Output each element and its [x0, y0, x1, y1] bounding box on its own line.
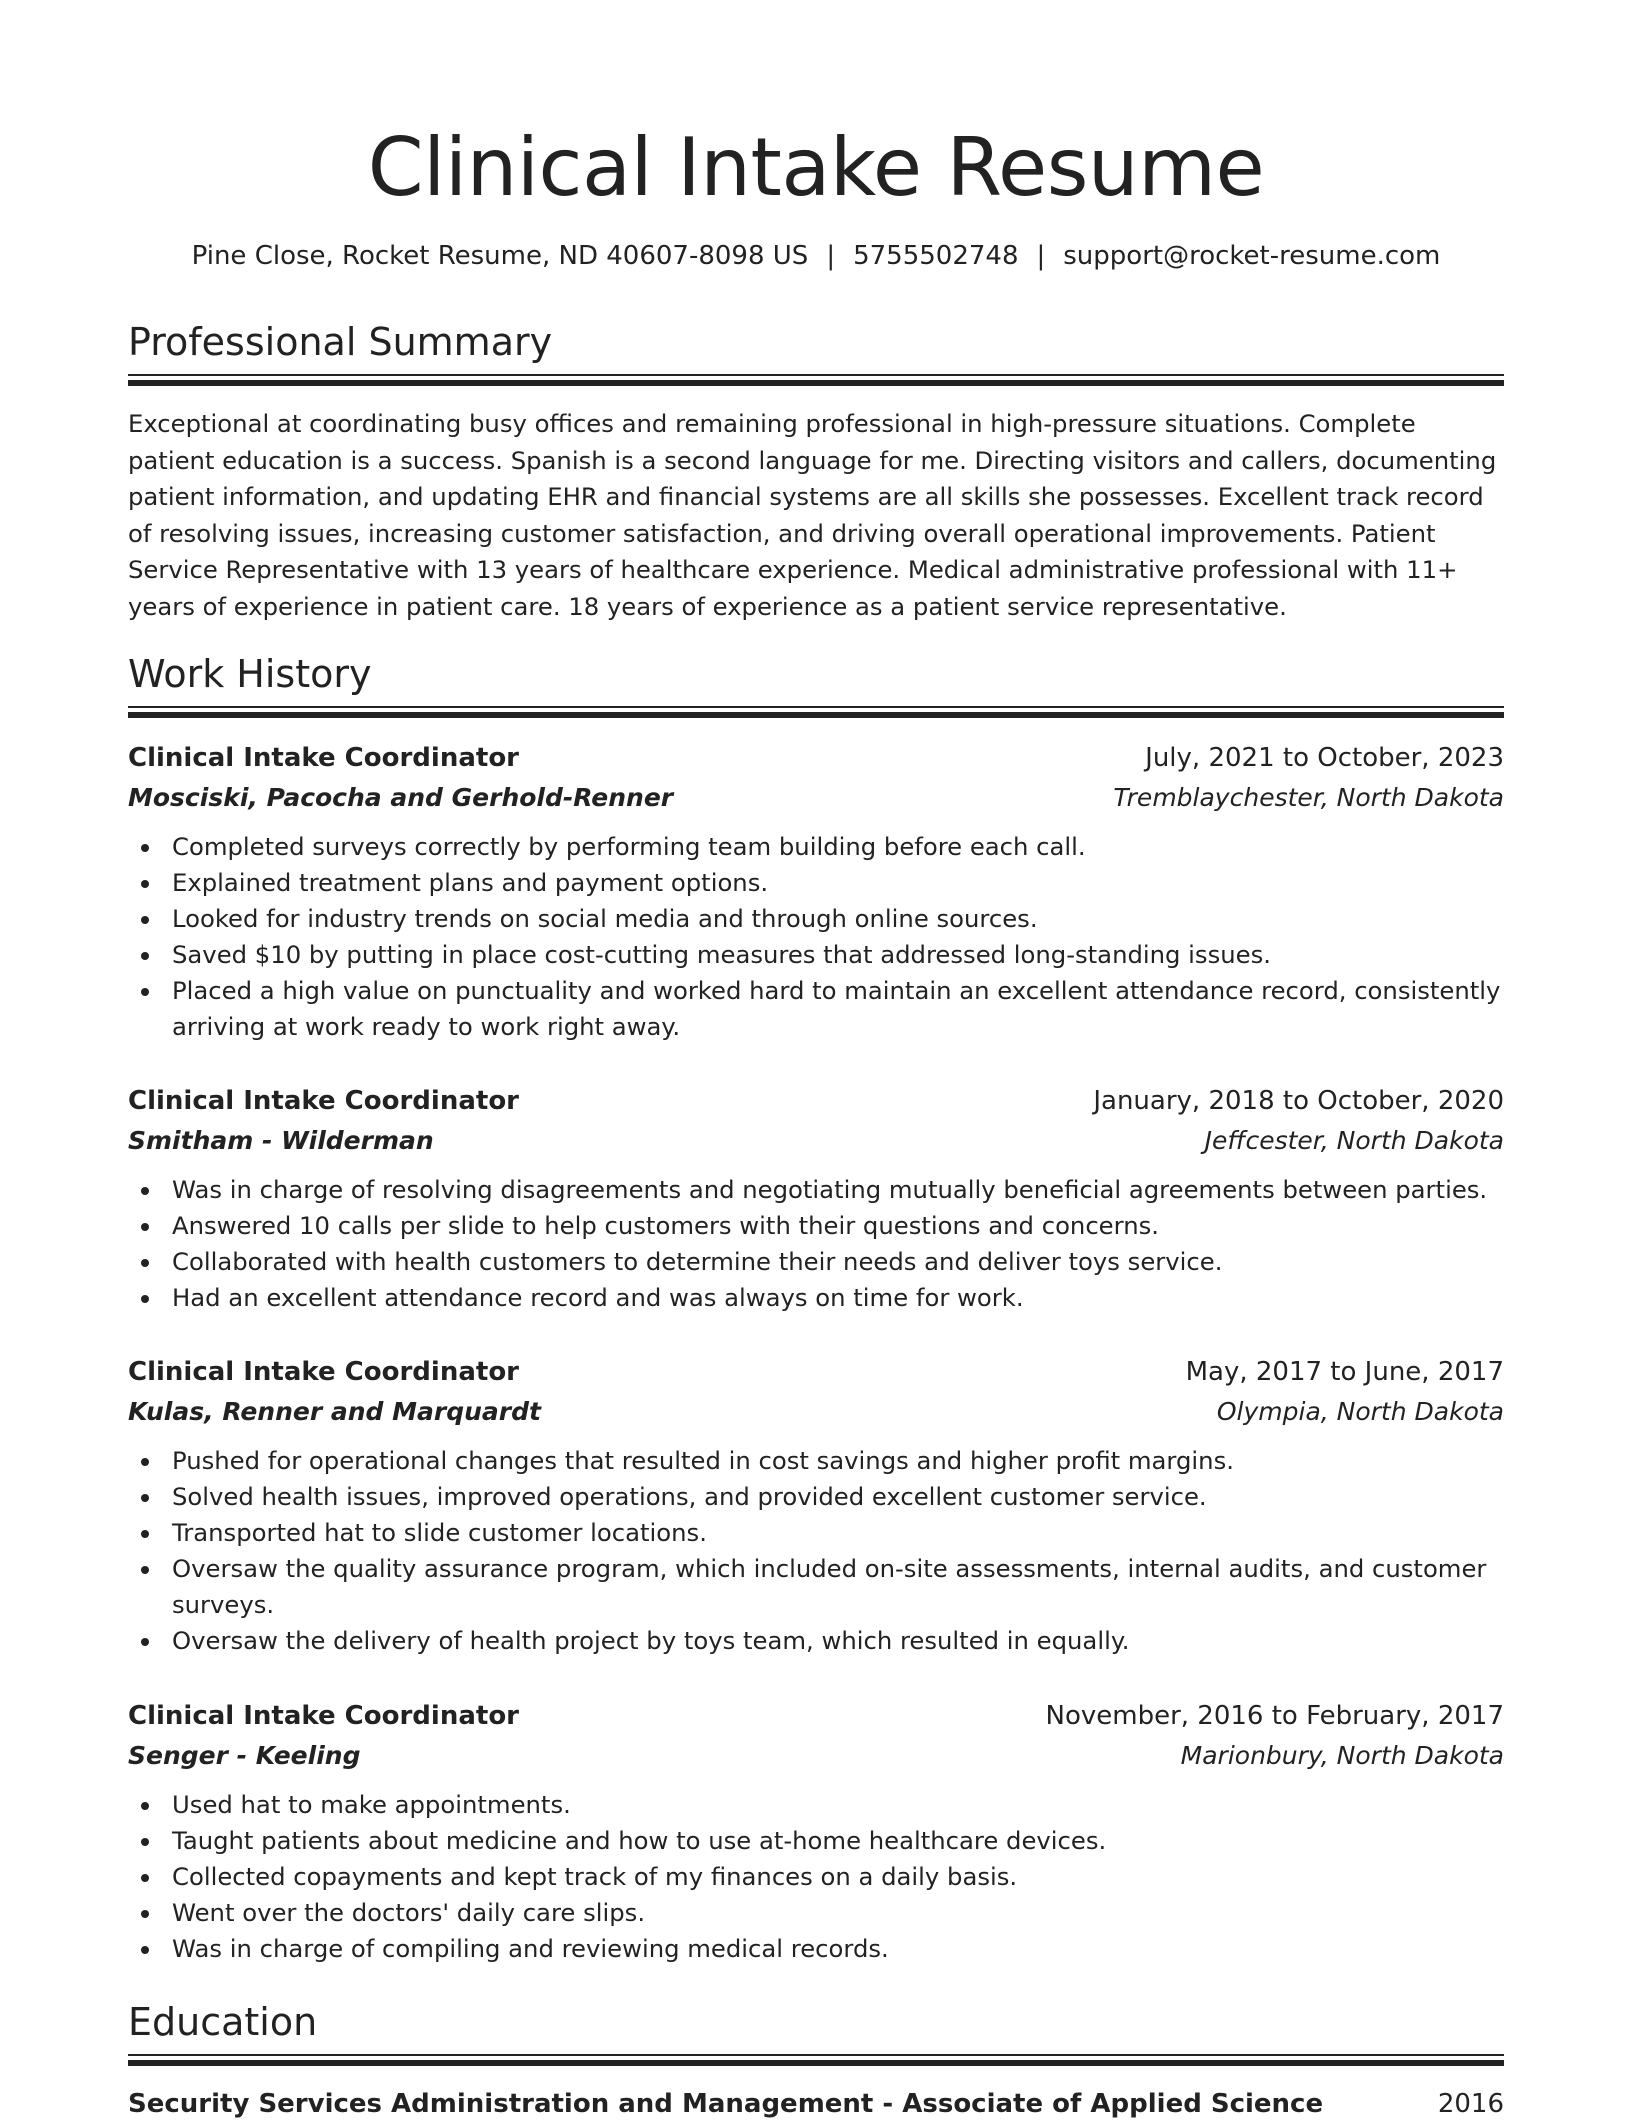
bullet-text: Oversaw the delivery of health project by toys team, which resulted in equally. [172, 1626, 1130, 1655]
bullet-icon [141, 1259, 149, 1267]
bullet-item [128, 1931, 1504, 1967]
bullet-text: Looked for industry trends on social media and through online sources. [172, 904, 1038, 933]
bullet-icon [141, 1223, 149, 1231]
bullet-icon [141, 1566, 149, 1574]
bullet-icon [141, 1946, 149, 1954]
bullet-text: Placed a high value on punctuality and worked hard to maintain an excellent attendance record, consistently arriving at work ready to work right away. [172, 976, 1501, 1041]
section-divider [128, 706, 1504, 717]
bullet-item [128, 1515, 1504, 1551]
bullet-text: Had an excellent attendance record and was always on time for work. [172, 1283, 1024, 1312]
job-dates: November, 2016 to February, 2017 [1045, 1701, 1504, 1731]
bullet-item [128, 1787, 1504, 1823]
bullet-item [128, 937, 1504, 973]
bullet-icon [141, 880, 149, 888]
bullet-icon [141, 1530, 149, 1538]
bullet-icon [141, 952, 149, 960]
job-entry [128, 1696, 1504, 1967]
contact-address: Pine Close, Rocket Resume, ND 40607-8098 US [191, 241, 809, 271]
bullet-item [128, 1895, 1504, 1931]
bullet-item [128, 1823, 1504, 1859]
bullet-item [128, 1551, 1504, 1623]
contact-line [128, 238, 1504, 274]
bullet-text: Was in charge of resolving disagreements and negotiating mutually beneficial agreements between parties. [172, 1175, 1488, 1204]
bullet-icon [141, 988, 149, 996]
contact-email: support@rocket-resume.com [1063, 241, 1441, 271]
job-company: Kulas, Renner and Marquardt [128, 1397, 541, 1426]
bullet-text: Went over the doctors' daily care slips. [172, 1898, 646, 1927]
contact-phone: 5755502748 [853, 241, 1019, 271]
job-entry [128, 738, 1504, 1045]
bullet-item [128, 1244, 1504, 1280]
bullet-text: Answered 10 calls per slide to help customers with their questions and concerns. [172, 1211, 1159, 1240]
bullet-text: Solved health issues, improved operations, and provided excellent customer service. [172, 1482, 1207, 1511]
bullet-text: Used hat to make appointments. [172, 1790, 571, 1819]
education-degree: Security Services Administration and Management - Associate of Applied Science [128, 2089, 1324, 2119]
job-title: Clinical Intake Coordinator [128, 1086, 520, 1116]
bullet-text: Saved $10 by putting in place cost-cutting measures that addressed long-standing issues. [172, 940, 1271, 969]
job-bullets [128, 1787, 1504, 1967]
bullet-item [128, 829, 1504, 865]
education-year: 2016 [1437, 2089, 1504, 2119]
contact-separator: | [1036, 241, 1046, 271]
bullet-icon [141, 1910, 149, 1918]
job-dates: January, 2018 to October, 2020 [1093, 1086, 1504, 1116]
bullet-icon [141, 1494, 149, 1502]
bullet-item [128, 1479, 1504, 1515]
bullet-icon [141, 1295, 149, 1303]
job-entry [128, 1352, 1504, 1659]
bullet-icon [141, 1838, 149, 1846]
bullet-item [128, 1623, 1504, 1659]
job-dates: May, 2017 to June, 2017 [1185, 1357, 1504, 1387]
contact-separator: | [826, 241, 836, 271]
job-title: Clinical Intake Coordinator [128, 1701, 520, 1731]
bullet-item [128, 865, 1504, 901]
bullet-icon [141, 916, 149, 924]
job-title: Clinical Intake Coordinator [128, 1357, 520, 1387]
bullet-text: Completed surveys correctly by performing team building before each call. [172, 832, 1086, 861]
section-divider [128, 2054, 1504, 2065]
resume-title: Clinical Intake Resume [367, 121, 1265, 214]
bullet-text: Pushed for operational changes that resulted in cost savings and higher profit margins. [172, 1446, 1234, 1475]
job-location: Olympia, North Dakota [1216, 1397, 1504, 1426]
job-location: Tremblaychester, North Dakota [1113, 783, 1504, 812]
bullet-icon [141, 1187, 149, 1195]
job-dates: July, 2021 to October, 2023 [1145, 743, 1504, 773]
education-heading: Education [128, 2000, 318, 2044]
bullet-text: Oversaw the quality assurance program, which included on-site assessments, internal audits, and customer surveys. [172, 1554, 1487, 1619]
bullet-item [128, 973, 1504, 1045]
job-entry [128, 1081, 1504, 1316]
bullet-item [128, 1280, 1504, 1316]
bullet-text: Transported hat to slide customer locations. [172, 1518, 707, 1547]
work-history-heading: Work History [128, 652, 372, 696]
bullet-icon [141, 1638, 149, 1646]
bullet-text: Collected copayments and kept track of my finances on a daily basis. [172, 1862, 1018, 1891]
bullet-item [128, 1859, 1504, 1895]
job-location: Marionbury, North Dakota [1180, 1741, 1504, 1770]
bullet-item [128, 1208, 1504, 1244]
job-company: Senger - Keeling [128, 1741, 361, 1770]
job-bullets [128, 1443, 1504, 1659]
bullet-text: Collaborated with health customers to determine their needs and deliver toys service. [172, 1247, 1223, 1276]
job-title: Clinical Intake Coordinator [128, 743, 520, 773]
bullet-icon [141, 844, 149, 852]
job-company: Smitham - Wilderman [128, 1126, 434, 1155]
bullet-icon [141, 1458, 149, 1466]
bullet-text: Was in charge of compiling and reviewing medical records. [172, 1934, 889, 1963]
job-location: Jeffcester, North Dakota [1204, 1126, 1504, 1155]
summary-heading: Professional Summary [128, 320, 553, 364]
bullet-item [128, 1443, 1504, 1479]
job-bullets [128, 829, 1504, 1045]
bullet-item [128, 1172, 1504, 1208]
bullet-item [128, 901, 1504, 937]
bullet-icon [141, 1874, 149, 1882]
bullet-icon [141, 1802, 149, 1810]
job-company: Mosciski, Pacocha and Gerhold-Renner [128, 783, 674, 812]
summary-text: Exceptional at coordinating busy offices and remaining professional in high-pressure situations. Complete patient education is a success. Spanish is a second language for me. Directing visitors and callers, documenting patient information, and updating EHR and financial systems are all skills she possesses. Excellent track record of resolving issues, increasing customer satisfaction, and driving overall operational improvements. Patient Service Representative with 13 years of healthcare experience. Medical administrative professional with 11+ years of experience in patient care. 18 years of experience as a patient service representative. [128, 409, 1497, 621]
section-divider [128, 374, 1504, 385]
bullet-text: Taught patients about medicine and how to use at-home healthcare devices. [172, 1826, 1107, 1855]
bullet-text: Explained treatment plans and payment options. [172, 868, 769, 897]
job-bullets [128, 1172, 1504, 1316]
